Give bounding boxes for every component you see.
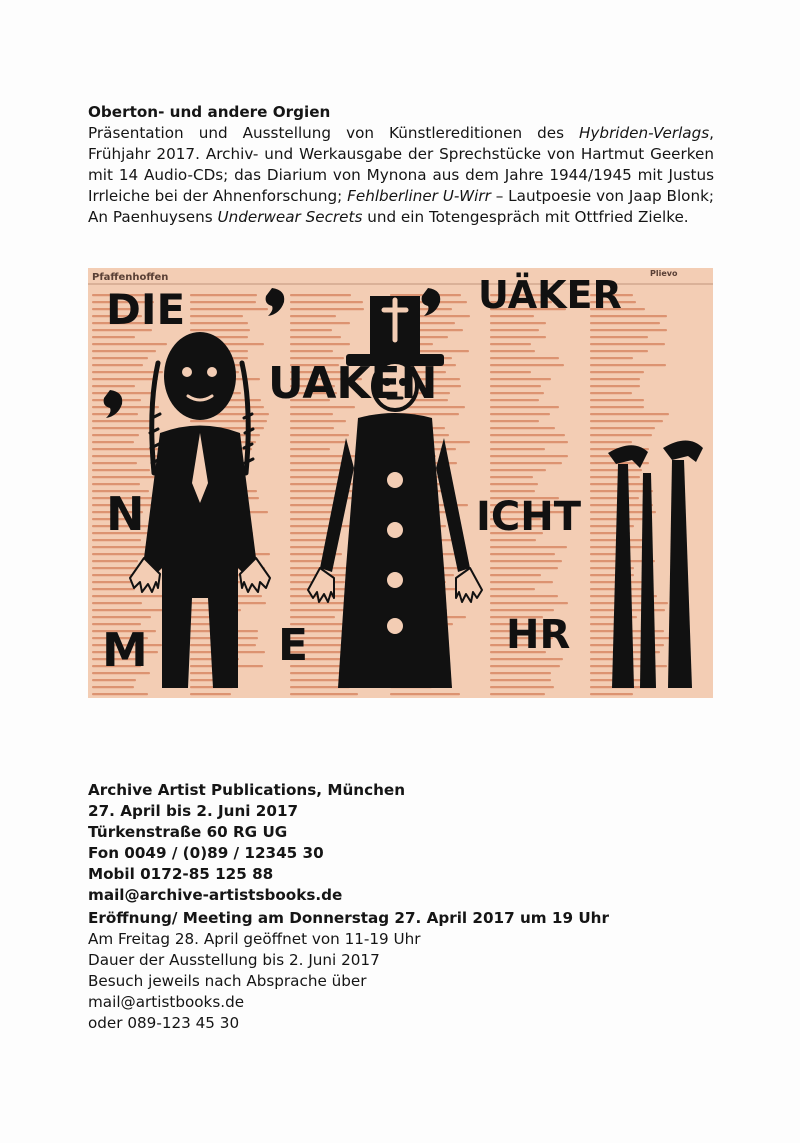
artwork-header-left: Pfaffenhoffen [92,272,169,283]
opening-hours: Am Freitag 28. April geöffnet von 11-19 Uhr [88,930,421,948]
contact-phone: Fon 0049 / (0)89 / 12345 30 [88,844,324,862]
contact-venue: Archive Artist Publications, München [88,781,406,799]
painted-word-uaken: UAKEN [268,358,438,409]
opening-section [88,908,714,1034]
intro-text-1: Präsentation und Ausstellung von Künstlereditionen des [88,124,580,142]
poles-right [608,441,703,689]
intro-body [88,123,714,228]
painted-word-die: DIE [106,285,186,334]
intro-work-title-2: Underwear Secrets [217,208,363,226]
intro-text-3: – Lautpoesie von Jaap Blonk; An Paenhuysens [88,187,714,226]
painted-word-icht: ICHT [476,494,581,540]
painted-word-hr: HR [506,612,571,658]
intro-text-2: , Frühjahr 2017. Archiv- und Werkausgabe der Sprechstücke von Hartmut Geerken mit 14 Audio-CDs; das Diarium von Mynona aus dem Jahre 1944/1945 mit Justus Irrleiche bei der Ahnenforschung; [88,124,714,205]
intro-text-4: und ein Totengespräch mit Ottfried Zielke. [362,208,689,226]
artwork-header-right: Plievo [650,269,678,278]
opening-lead: Eröffnung/ Meeting am Donnerstag 27. April 2017 um 19 Uhr [88,909,609,927]
opening-email: mail@artistbooks.de [88,993,245,1011]
painted-word-n: N [106,487,145,541]
intro-publisher: Hybriden-Verlags [579,124,710,142]
intro-section [88,102,714,228]
contact-section [88,780,714,906]
intro-title: Oberton- und andere Orgien [88,103,331,121]
contact-dates: 27. April bis 2. Juni 2017 [88,802,299,820]
figure-left [130,332,270,688]
artwork-drawing [88,268,713,698]
painted-word-e: E [278,620,309,671]
opening-phone: oder 089-123 45 30 [88,1014,240,1032]
painted-word-m: M [102,623,148,677]
contact-address: Türkenstraße 60 RG UG [88,823,288,841]
contact-mobile: Mobil 0172-85 125 88 [88,865,274,883]
contact-email: mail@archive-artistsbooks.de [88,886,343,904]
artwork-image [88,268,713,698]
opening-visit-note: Besuch jeweils nach Absprache über [88,972,367,990]
painted-word-uaeker: UÄKER [478,273,622,317]
intro-work-title-1: Fehlberliner U-Wirr [347,187,491,205]
opening-duration: Dauer der Ausstellung bis 2. Juni 2017 [88,951,380,969]
